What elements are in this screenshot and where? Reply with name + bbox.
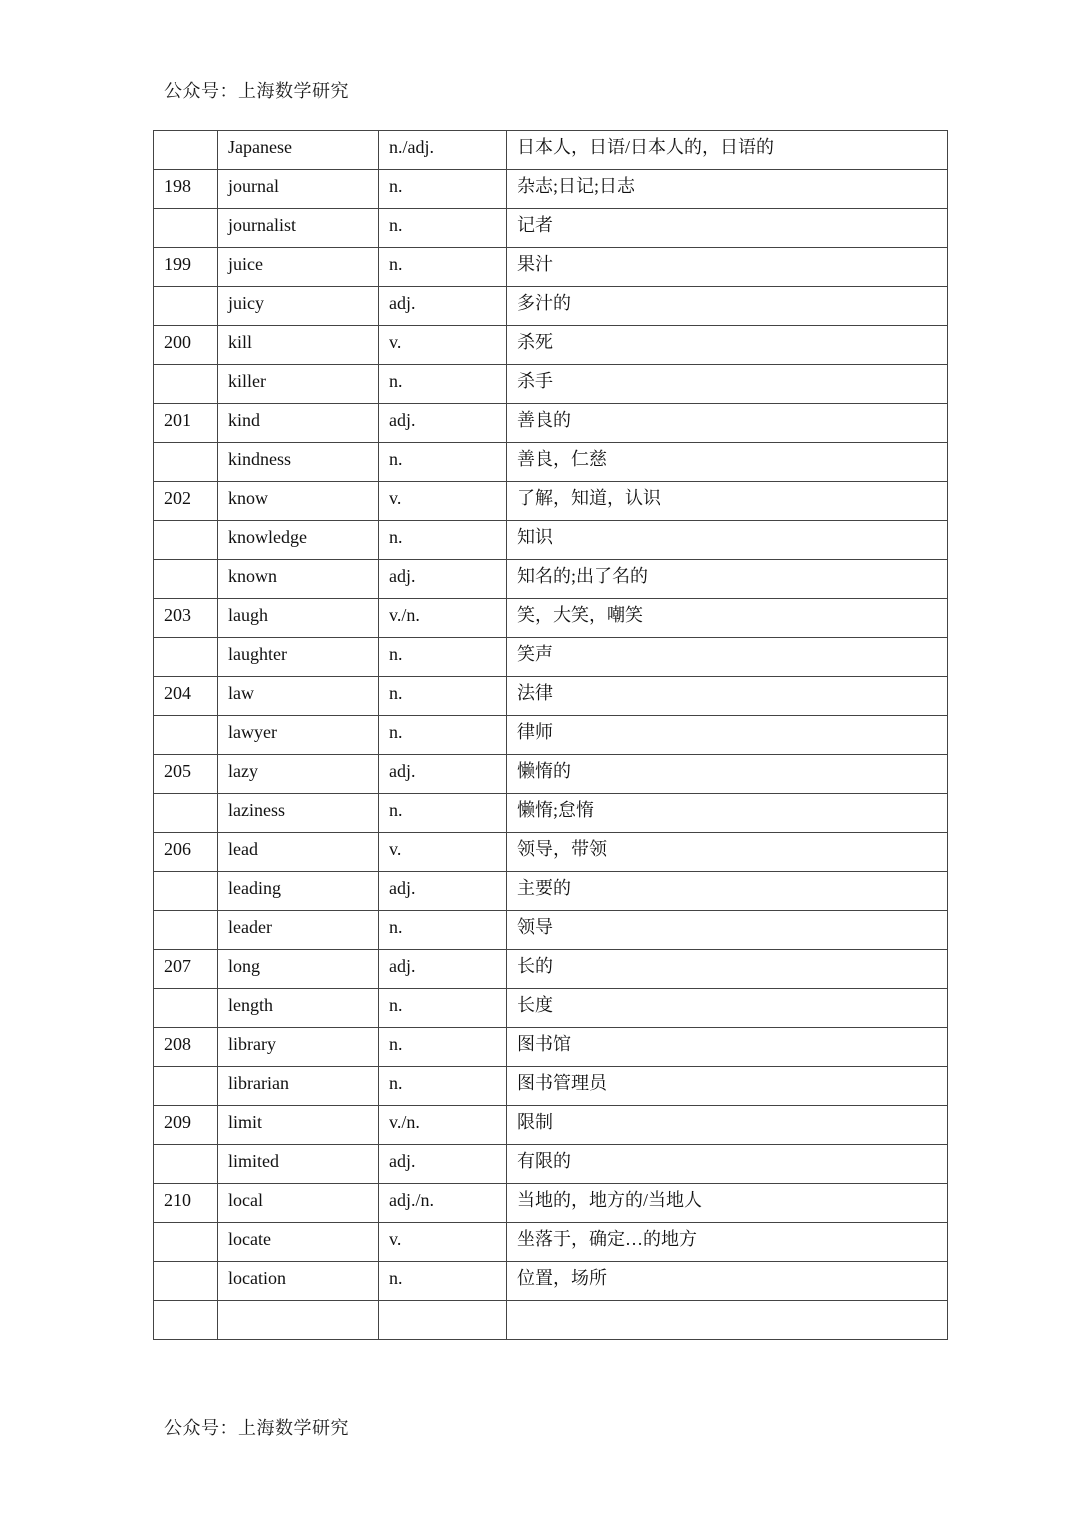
entry-number-cell: 200 [154, 326, 218, 365]
table-row [154, 1262, 948, 1301]
word-cell: library [218, 1028, 379, 1067]
meaning-cell: 杀死 [507, 326, 948, 365]
entry-number-cell [154, 131, 218, 170]
meaning-cell: 杀手 [507, 365, 948, 404]
word-cell: know [218, 482, 379, 521]
entry-number-cell: 208 [154, 1028, 218, 1067]
word-cell: leader [218, 911, 379, 950]
meaning-cell: 当地的，地方的/当地人 [507, 1184, 948, 1223]
meaning-cell: 法律 [507, 677, 948, 716]
part-of-speech-cell: n. [379, 911, 507, 950]
page-footer: 公众号：上海数学研究 [164, 1418, 349, 1438]
entry-number-cell: 201 [154, 404, 218, 443]
entry-number-cell: 210 [154, 1184, 218, 1223]
part-of-speech-cell: v. [379, 482, 507, 521]
meaning-cell: 知名的;出了名的 [507, 560, 948, 599]
meaning-cell: 杂志;日记;日志 [507, 170, 948, 209]
part-of-speech-cell: adj. [379, 950, 507, 989]
entry-number-cell: 198 [154, 170, 218, 209]
entry-number-cell [154, 287, 218, 326]
table-row [154, 1145, 948, 1184]
entry-number-cell [154, 911, 218, 950]
entry-number-cell [154, 521, 218, 560]
part-of-speech-cell: n. [379, 443, 507, 482]
part-of-speech-cell: v. [379, 326, 507, 365]
word-cell: killer [218, 365, 379, 404]
table-row [154, 326, 948, 365]
meaning-cell: 长的 [507, 950, 948, 989]
table-row [154, 287, 948, 326]
entry-number-cell: 206 [154, 833, 218, 872]
part-of-speech-cell: adj./n. [379, 1184, 507, 1223]
word-cell: laughter [218, 638, 379, 677]
table-row [154, 170, 948, 209]
entry-number-cell [154, 1145, 218, 1184]
word-cell: juicy [218, 287, 379, 326]
table-row [154, 716, 948, 755]
entry-number-cell: 207 [154, 950, 218, 989]
table-row [154, 755, 948, 794]
table-row [154, 443, 948, 482]
meaning-cell: 记者 [507, 209, 948, 248]
entry-number-cell [154, 872, 218, 911]
word-cell: limited [218, 1145, 379, 1184]
meaning-cell [507, 1301, 948, 1340]
word-cell: librarian [218, 1067, 379, 1106]
meaning-cell: 位置，场所 [507, 1262, 948, 1301]
word-cell: lead [218, 833, 379, 872]
part-of-speech-cell: n. [379, 1067, 507, 1106]
table-row [154, 404, 948, 443]
word-cell: lawyer [218, 716, 379, 755]
word-cell: knowledge [218, 521, 379, 560]
table-row [154, 599, 948, 638]
part-of-speech-cell: adj. [379, 287, 507, 326]
part-of-speech-cell: n./adj. [379, 131, 507, 170]
part-of-speech-cell: n. [379, 1028, 507, 1067]
word-cell: journal [218, 170, 379, 209]
word-cell: location [218, 1262, 379, 1301]
word-cell: length [218, 989, 379, 1028]
entry-number-cell: 199 [154, 248, 218, 287]
word-cell: local [218, 1184, 379, 1223]
meaning-cell: 知识 [507, 521, 948, 560]
part-of-speech-cell: n. [379, 170, 507, 209]
meaning-cell: 笑，大笑，嘲笑 [507, 599, 948, 638]
entry-number-cell [154, 1067, 218, 1106]
table-row [154, 365, 948, 404]
word-cell: laziness [218, 794, 379, 833]
entry-number-cell [154, 443, 218, 482]
part-of-speech-cell: n. [379, 209, 507, 248]
word-cell: limit [218, 1106, 379, 1145]
table-row [154, 1028, 948, 1067]
meaning-cell: 领导，带领 [507, 833, 948, 872]
entry-number-cell [154, 1223, 218, 1262]
table-row [154, 560, 948, 599]
part-of-speech-cell: adj. [379, 560, 507, 599]
table-row [154, 794, 948, 833]
part-of-speech-cell: n. [379, 365, 507, 404]
meaning-cell: 坐落于，确定…的地方 [507, 1223, 948, 1262]
part-of-speech-cell: v./n. [379, 1106, 507, 1145]
part-of-speech-cell: adj. [379, 872, 507, 911]
vocabulary-table-body [154, 131, 948, 1340]
meaning-cell: 日本人，日语/日本人的，日语的 [507, 131, 948, 170]
part-of-speech-cell: n. [379, 677, 507, 716]
entry-number-cell [154, 638, 218, 677]
meaning-cell: 图书管理员 [507, 1067, 948, 1106]
meaning-cell: 懒惰的 [507, 755, 948, 794]
entry-number-cell: 204 [154, 677, 218, 716]
part-of-speech-cell: adj. [379, 1145, 507, 1184]
entry-number-cell [154, 716, 218, 755]
word-cell: lazy [218, 755, 379, 794]
table-row [154, 248, 948, 287]
word-cell: kindness [218, 443, 379, 482]
part-of-speech-cell: adj. [379, 755, 507, 794]
word-cell: leading [218, 872, 379, 911]
meaning-cell: 主要的 [507, 872, 948, 911]
meaning-cell: 懒惰;怠惰 [507, 794, 948, 833]
entry-number-cell: 209 [154, 1106, 218, 1145]
meaning-cell: 图书馆 [507, 1028, 948, 1067]
table-row [154, 1301, 948, 1340]
table-row [154, 989, 948, 1028]
part-of-speech-cell: n. [379, 794, 507, 833]
table-row [154, 638, 948, 677]
meaning-cell: 善良的 [507, 404, 948, 443]
table-row [154, 911, 948, 950]
word-cell [218, 1301, 379, 1340]
part-of-speech-cell: n. [379, 521, 507, 560]
word-cell: known [218, 560, 379, 599]
meaning-cell: 多汁的 [507, 287, 948, 326]
word-cell: long [218, 950, 379, 989]
meaning-cell: 长度 [507, 989, 948, 1028]
word-cell: laugh [218, 599, 379, 638]
entry-number-cell: 205 [154, 755, 218, 794]
part-of-speech-cell: n. [379, 638, 507, 677]
table-row [154, 833, 948, 872]
word-cell: locate [218, 1223, 379, 1262]
entry-number-cell [154, 794, 218, 833]
entry-number-cell [154, 209, 218, 248]
entry-number-cell: 203 [154, 599, 218, 638]
entry-number-cell [154, 1262, 218, 1301]
table-row [154, 950, 948, 989]
part-of-speech-cell: n. [379, 989, 507, 1028]
entry-number-cell: 202 [154, 482, 218, 521]
table-row [154, 521, 948, 560]
part-of-speech-cell: n. [379, 716, 507, 755]
table-row [154, 209, 948, 248]
word-cell: Japanese [218, 131, 379, 170]
table-row [154, 1184, 948, 1223]
table-row [154, 1106, 948, 1145]
word-cell: law [218, 677, 379, 716]
word-cell: journalist [218, 209, 379, 248]
part-of-speech-cell: n. [379, 248, 507, 287]
table-row [154, 482, 948, 521]
table-row [154, 1223, 948, 1262]
part-of-speech-cell [379, 1301, 507, 1340]
meaning-cell: 律师 [507, 716, 948, 755]
meaning-cell: 笑声 [507, 638, 948, 677]
word-cell: kill [218, 326, 379, 365]
entry-number-cell [154, 560, 218, 599]
meaning-cell: 限制 [507, 1106, 948, 1145]
entry-number-cell [154, 989, 218, 1028]
meaning-cell: 果汁 [507, 248, 948, 287]
part-of-speech-cell: adj. [379, 404, 507, 443]
word-cell: juice [218, 248, 379, 287]
table-row [154, 872, 948, 911]
table-row [154, 131, 948, 170]
part-of-speech-cell: v./n. [379, 599, 507, 638]
entry-number-cell [154, 365, 218, 404]
word-cell: kind [218, 404, 379, 443]
meaning-cell: 有限的 [507, 1145, 948, 1184]
page-header: 公众号：上海数学研究 [164, 81, 349, 101]
part-of-speech-cell: n. [379, 1262, 507, 1301]
part-of-speech-cell: v. [379, 833, 507, 872]
meaning-cell: 领导 [507, 911, 948, 950]
meaning-cell: 善良，仁慈 [507, 443, 948, 482]
vocabulary-table [153, 130, 948, 1340]
entry-number-cell [154, 1301, 218, 1340]
table-row [154, 1067, 948, 1106]
meaning-cell: 了解，知道，认识 [507, 482, 948, 521]
table-row [154, 677, 948, 716]
part-of-speech-cell: v. [379, 1223, 507, 1262]
